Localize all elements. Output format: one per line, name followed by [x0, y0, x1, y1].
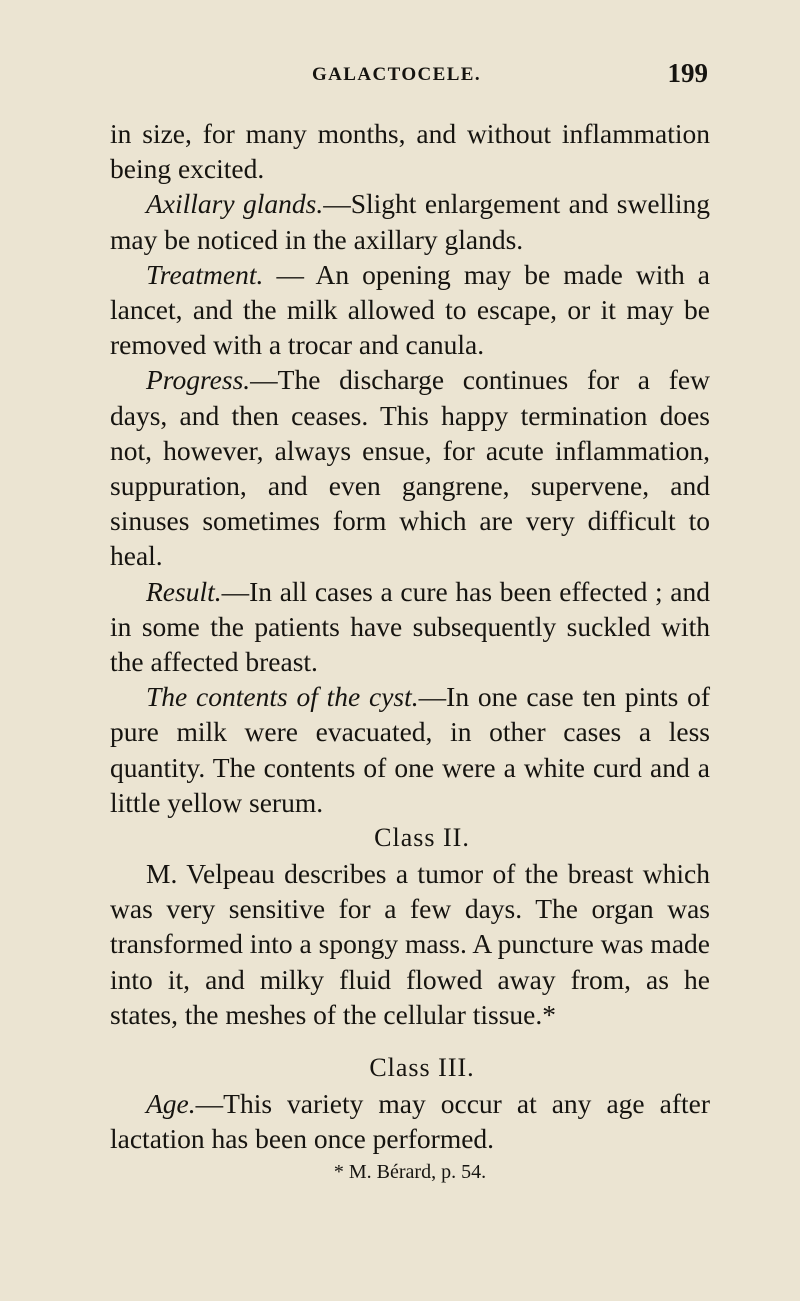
paragraph-continuation-text: in size, for many months, and without inflammation being excited. [110, 118, 710, 185]
body-text [110, 116, 710, 1186]
paragraph-age [110, 1086, 710, 1156]
age-text: —This variety may occur at any age after lactation has been once performed. [110, 1088, 710, 1155]
paragraph-treatment [110, 257, 710, 363]
treatment-lead: Treatment. [146, 258, 264, 290]
result-lead: Result. [146, 575, 222, 607]
age-lead: Age. [146, 1088, 196, 1120]
class-ii-heading: Class II. [374, 823, 470, 853]
page-number: 199 [667, 58, 708, 88]
paragraph-contents-of-cyst [110, 679, 710, 820]
class-iii-heading: Class III. [369, 1053, 475, 1083]
class-ii-text: M. Velpeau describes a tumor of the breast which was very sensitive for a few days. The organ was transformed into a spongy mass. A puncture was made into it, and milky fluid flowed away from, as he states, the meshes of the cellular tissue.* [110, 858, 710, 1030]
progress-lead: Progress. [146, 364, 251, 396]
paragraph-class-ii [110, 856, 710, 1032]
paragraph-progress [110, 362, 710, 573]
paragraph-axillary-glands [110, 186, 710, 256]
running-head: GALACTOCELE. [312, 64, 482, 85]
page-header [312, 58, 708, 98]
axillary-glands-lead: Axillary glands. [146, 188, 324, 220]
paragraph-result [110, 574, 710, 680]
footnote: * M. Bérard, p. 54. [333, 1161, 487, 1184]
contents-of-cyst-text: —In one case ten pints of pure milk were evacuated, in other cases a less quantity. The contents of one were a white curd and a little yellow serum. [110, 681, 710, 818]
paragraph-continuation [110, 116, 710, 186]
result-text: —In all cases a cure has been effected ; and in some the patients have subsequently suckled with the affected breast. [110, 575, 710, 678]
treatment-text: — An opening may be made with a lancet, and the milk allowed to escape, or it may be removed with a trocar and canula. [110, 258, 710, 361]
axillary-glands-text: —Slight enlargement and swelling may be noticed in the axillary glands. [110, 188, 710, 255]
contents-of-cyst-lead: The contents of the cyst. [146, 681, 419, 713]
progress-text: —The discharge continues for a few days, and then ceases. This happy termination does not, however, always ensue, for acute inflammation, suppuration, and even gangrene, supervene, and sinuses sometimes form which are very difficult to heal. [110, 364, 710, 572]
